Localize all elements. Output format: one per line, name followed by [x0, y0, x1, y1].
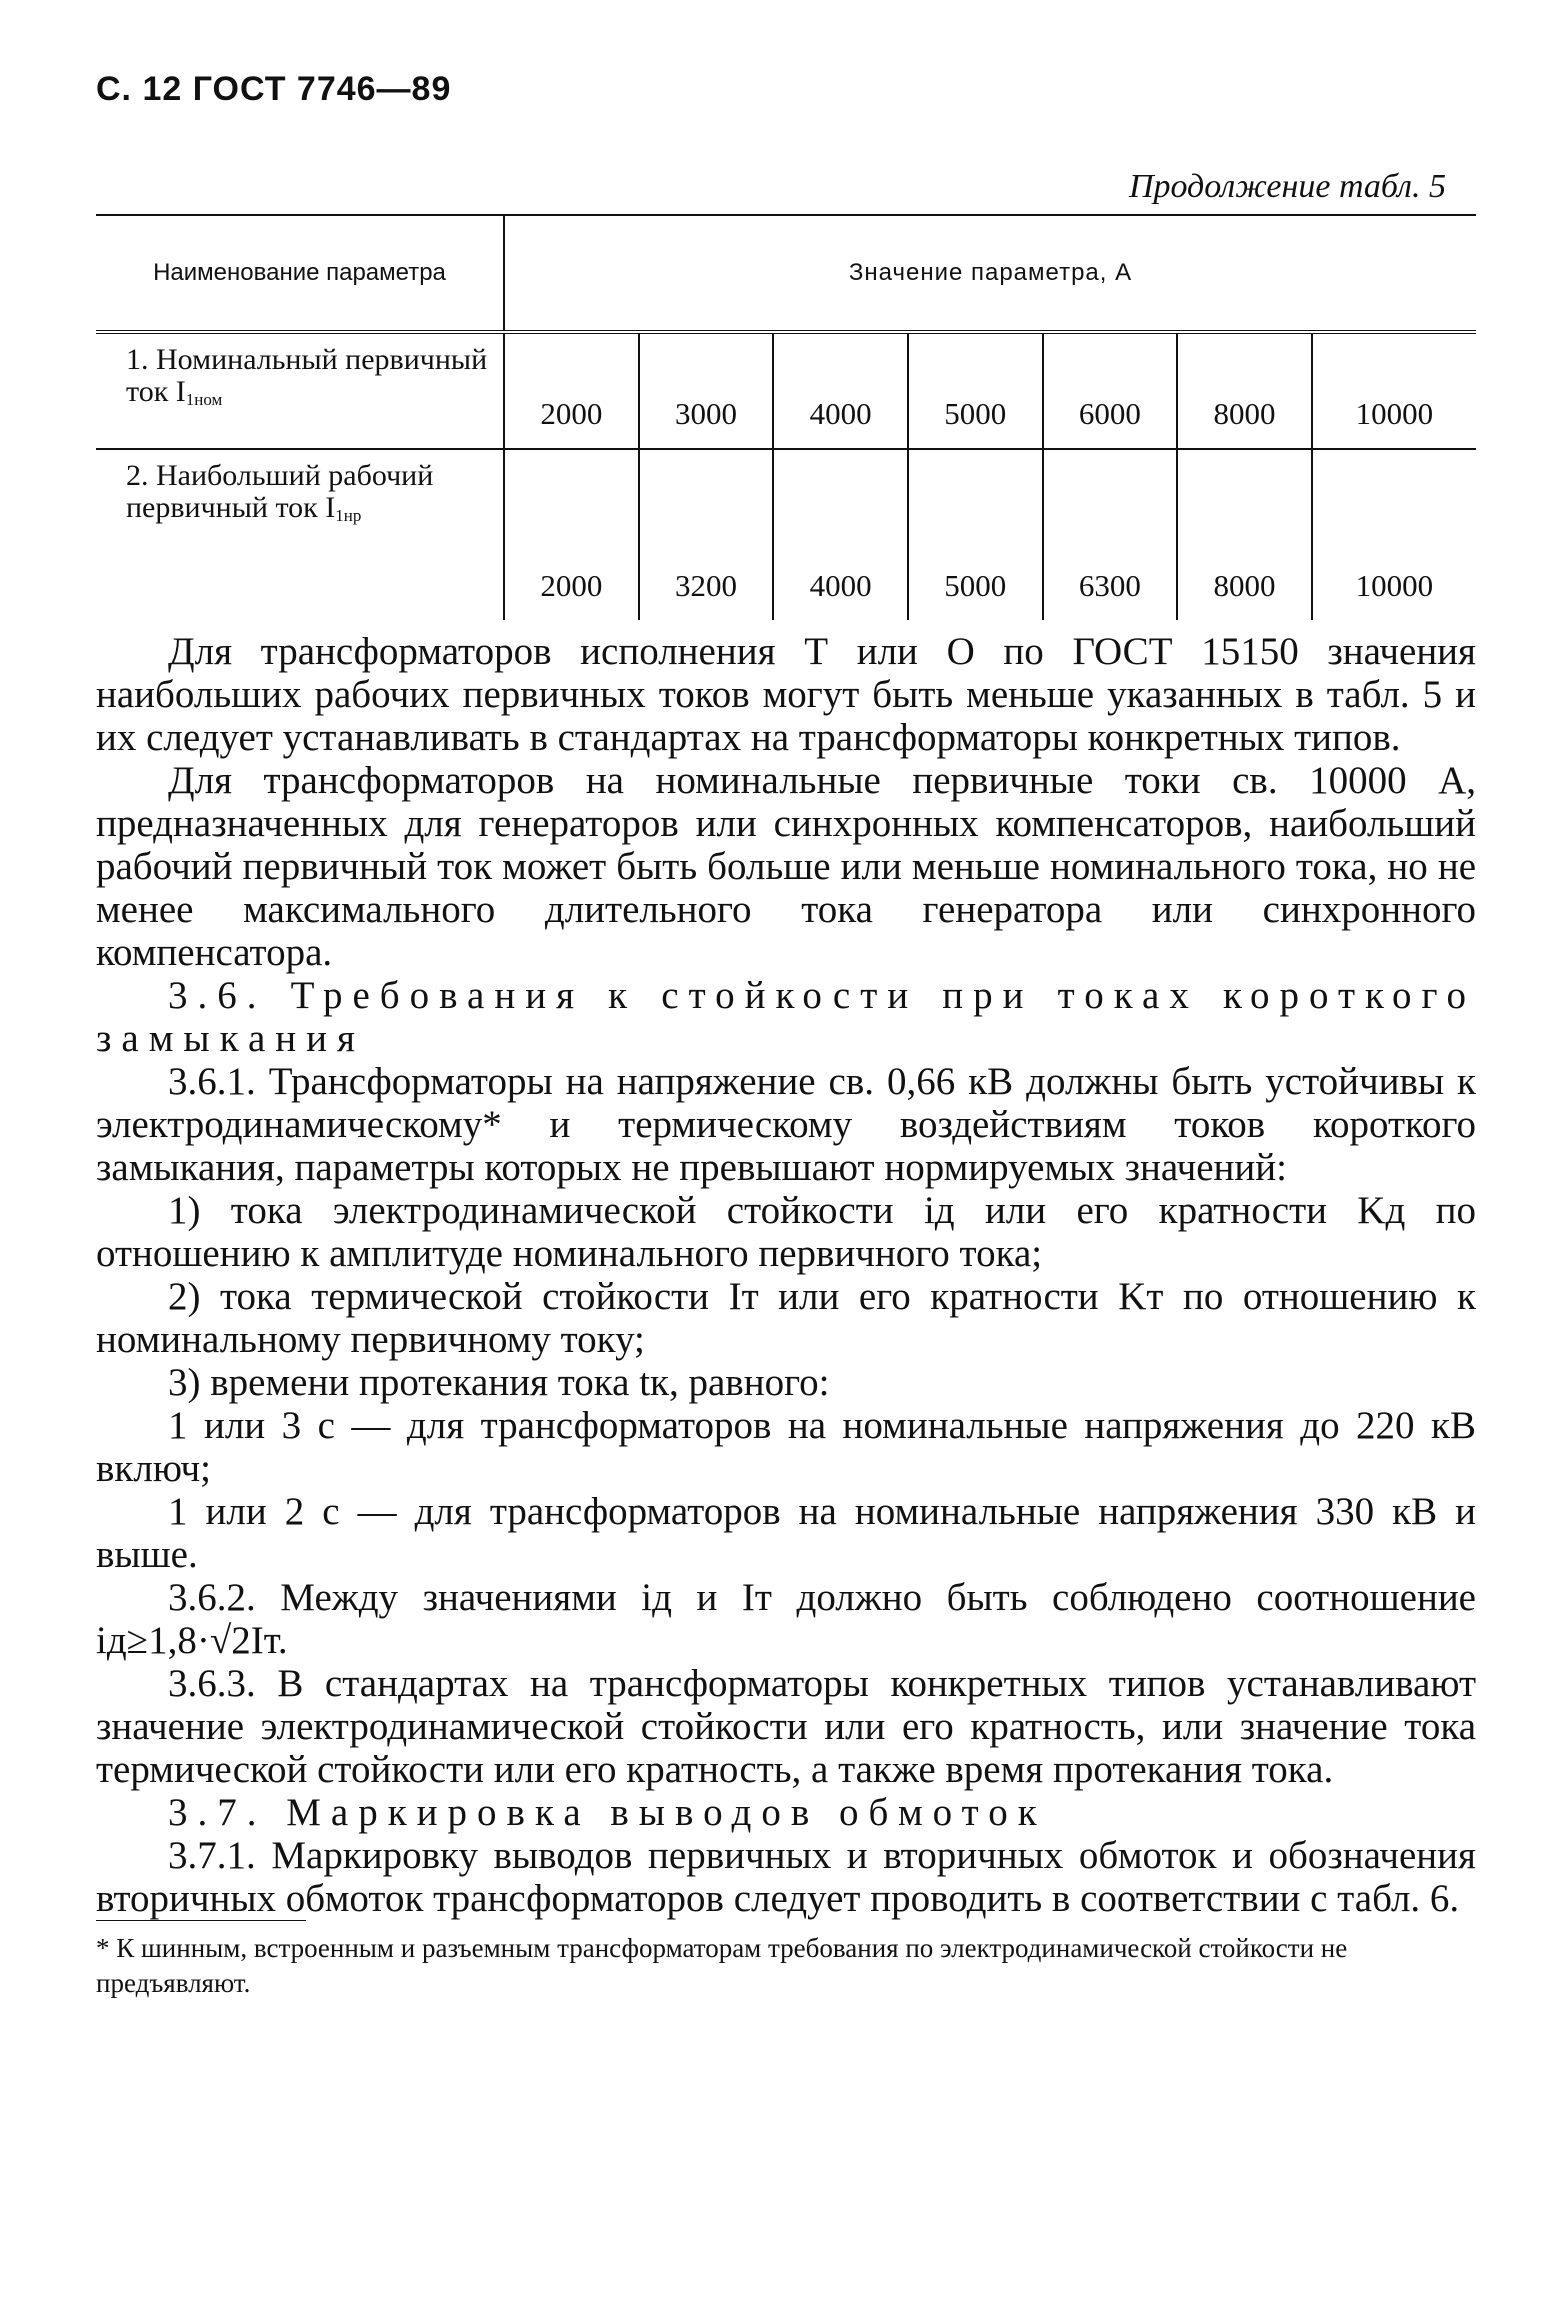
cell-value: 10000 [1355, 568, 1434, 603]
list-item: 2) тока термической стойкости Iт или его кратности Kт по отношению к номинальному первичному току; [96, 1275, 1476, 1361]
cell-value: 6300 [1043, 449, 1178, 620]
section-heading: 3.7. Маркировка выводов обмоток [168, 1791, 1047, 1834]
paragraph: Для трансформаторов исполнения Т или О по ГОСТ 15150 значения наибольших рабочих первичных токов могут быть меньше указанных в табл. 5 и их следует устанавливать в стандартах на трансформаторы конкретных типов. [96, 630, 1476, 759]
parameters-table [96, 214, 1476, 620]
cell-value: 8000 [1177, 332, 1312, 449]
cell-value: 2000 [504, 449, 639, 620]
paragraph: 3.7.1. Маркировку выводов первичных и вторичных обмоток и обозначения вторичных обмоток трансформаторов следует проводить в соответствии с табл. 6. [96, 1834, 1476, 1920]
cell-value: 3200 [639, 449, 774, 620]
document-page [96, 70, 1476, 2001]
row-name: 2. Наибольший рабочий первичный ток $I_{1нр}$ [96, 449, 504, 620]
cell-value: 4000 [773, 332, 908, 449]
list-item: 3) времени протекания тока tк, равного: [168, 1361, 830, 1404]
list-item: 1) тока электродинамической стойкости iд или его кратности Kд по отношению к амплитуде номинального первичного тока; [96, 1189, 1476, 1275]
cell-value: 8000 [1177, 449, 1312, 620]
cell-value: 4000 [773, 449, 908, 620]
col-name-header: Наименование параметра [96, 215, 504, 332]
table-continuation-label: Продолжение табл. 5 [1128, 168, 1446, 205]
list-item: 1 или 3 с — для трансформаторов на номинальные напряжения до 220 кВ включ; [96, 1404, 1476, 1490]
cell-value: 2000 [504, 332, 639, 449]
paragraph: 3.6.1. Трансформаторы на напряжение св. 0,66 кВ должны быть устойчивы к электродинамическому* и термическому воздействиям токов короткого замыкания, параметры которых не превышают нормируемых значений: [96, 1060, 1476, 1189]
cell-value: 5000 [908, 332, 1043, 449]
table-row [96, 332, 1476, 449]
row-name: 1. Номинальный первичный ток $I_{1ном}$ [96, 332, 504, 449]
footnote: * К шинным, встроенным и разъемным трансформаторам требования по электродинамической стойкости не предъявляют. [96, 1933, 1348, 1998]
table-row [96, 449, 1476, 620]
paragraph: Для трансформаторов на номинальные первичные токи св. 10000 А, предназначенных для генераторов или синхронных компенсаторов, наибольший рабочий первичный ток может быть больше или меньше номинального тока, но не менее максимального длительного тока генератора или синхронного компенсатора. [96, 759, 1476, 974]
table-header-row [96, 215, 1476, 332]
cell-value: 5000 [908, 449, 1043, 620]
cell-value: 6000 [1043, 332, 1178, 449]
section-heading: 3.6. Требования к стойкости при токах короткого замыкания [96, 974, 1476, 1060]
col-value-header: Значение параметра, А [504, 215, 1476, 332]
body-text [96, 630, 1476, 1920]
page-header: С. 12 ГОСТ 7746—89 [96, 70, 452, 108]
paragraph: 3.6.3. В стандартах на трансформаторы конкретных типов устанавливают значение электродинамической стойкости или его кратность, или значение тока термической стойкости или его кратность, а также время протекания тока. [96, 1662, 1476, 1791]
cell-value: 10000 [1312, 332, 1476, 449]
list-item: 1 или 2 с — для трансформаторов на номинальные напряжения 330 кВ и выше. [96, 1490, 1476, 1576]
cell-value: 3000 [639, 332, 774, 449]
paragraph: 3.6.2. Между значениями iд и Iт должно быть соблюдено соотношение iд≥1,8·√2Iт. [96, 1576, 1476, 1662]
